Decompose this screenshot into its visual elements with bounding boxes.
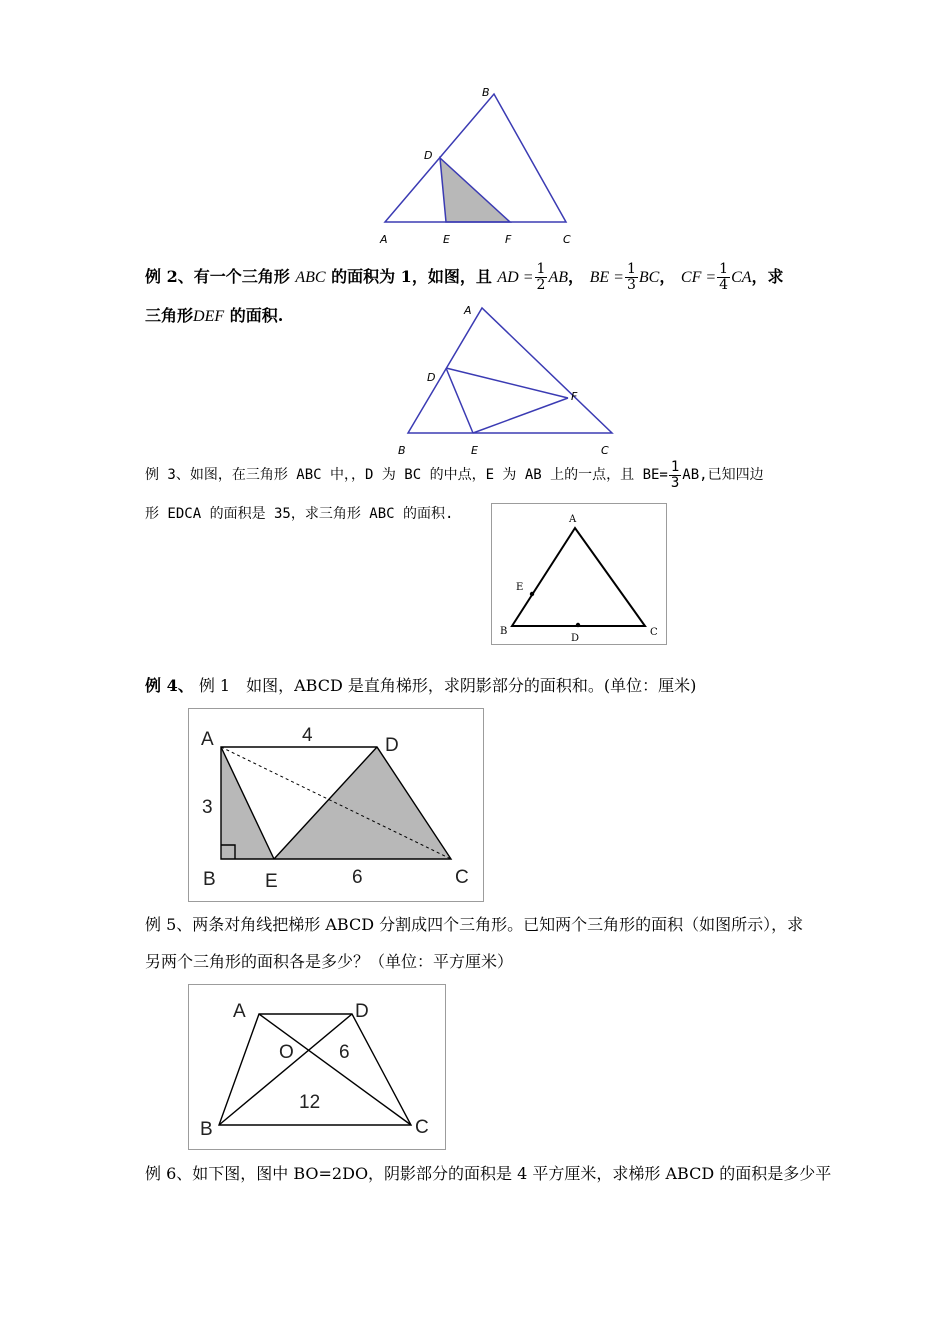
example-6-line-1: 例 6、如下图，图中 BO=2DO，阴影部分的面积是 4 平方厘米，求梯形 ABCD 的面积是多少平 <box>145 1164 832 1183</box>
fraction-1-4: $\frac{1}{4}$ <box>719 261 729 293</box>
label-e: E <box>516 582 524 593</box>
label-b: B <box>398 444 406 457</box>
label-b: B <box>500 626 508 637</box>
label-b: B <box>203 869 216 890</box>
figure-2-triangle <box>390 298 630 460</box>
example-4-line: 例 4、 例 1 如图，ABCD 是直角梯形，求阴影部分的面积和。(单位：厘米) <box>145 676 697 695</box>
example-2-line-1: 例 2、有一个三角形 ABC 的面积为 1，如图，且 AD = $\frac{1}{2}$ AB， BE = $\frac{1}{3}$ BC， CF = $\frac{1}{4}$ CA，求 <box>145 261 784 293</box>
label-e: E <box>265 871 278 892</box>
figure-4-frame <box>188 708 484 902</box>
example-3-line-2: 形 EDCA 的面积是 35，求三角形 ABC 的面积. <box>145 506 454 522</box>
label-d: D <box>355 1001 369 1022</box>
label-a: A <box>233 1001 246 1022</box>
point-d <box>576 623 580 627</box>
label-top-length: 4 <box>302 725 313 746</box>
area-label-6: 6 <box>339 1042 350 1063</box>
label-c: C <box>650 627 658 638</box>
triangle-abc-3 <box>512 528 645 626</box>
fraction-1-3: $\frac{1}{3}$ <box>626 261 636 293</box>
label-c: C <box>563 233 571 246</box>
triangle-abc-2 <box>408 308 612 433</box>
fraction-1-2: $\frac{1}{2}$ <box>536 261 546 293</box>
label-d: D <box>385 735 399 756</box>
point-e <box>530 592 534 596</box>
figure-5-frame <box>188 984 446 1150</box>
label-b: B <box>200 1119 213 1140</box>
figure-3-triangle <box>492 504 666 644</box>
figure-1-triangle <box>370 80 590 255</box>
label-d: D <box>571 633 580 644</box>
fraction-1-3: $\frac{1}{3}$ <box>670 458 680 491</box>
label-b: B <box>482 86 490 99</box>
label-f: F <box>571 390 578 403</box>
label-e: E <box>471 444 478 457</box>
label-a: A <box>201 729 214 750</box>
shaded-triangle-def <box>440 158 510 222</box>
label-a: A <box>380 233 388 246</box>
label-c: C <box>415 1117 429 1138</box>
label-f: F <box>505 233 512 246</box>
label-e: E <box>443 233 450 246</box>
label-c: C <box>601 444 609 457</box>
label-d: D <box>427 371 436 384</box>
diagonal-ac <box>259 1014 411 1125</box>
example-5-line-2: 另两个三角形的面积各是多少？（单位：平方厘米） <box>145 952 514 971</box>
figure-4-trapezoid <box>189 709 483 901</box>
area-label-12: 12 <box>299 1092 321 1113</box>
example-2-line-2: 三角形DEF 的面积. <box>145 306 284 325</box>
segment-ef <box>473 398 568 433</box>
label-a: A <box>569 514 577 525</box>
example-5-line-1: 例 5、两条对角线把梯形 ABCD 分割成四个三角形。已知两个三角形的面积（如图所示），求 <box>145 915 804 934</box>
figure-3-frame <box>491 503 667 645</box>
label-d: D <box>424 149 433 162</box>
example-3-line-1: 例 3、如图，在三角形 ABC 中，，D 为 BC 的中点，E 为 AB 上的一点，且 BE= $\frac{1}{3}$ AB,已知四边 <box>145 458 764 491</box>
label-bottom-length: 6 <box>352 867 363 888</box>
label-c: C <box>455 867 469 888</box>
label-height: 3 <box>202 797 213 818</box>
label-a: A <box>464 304 472 317</box>
figure-5-trapezoid <box>189 985 445 1149</box>
segment-de <box>446 368 473 433</box>
label-o: O <box>279 1042 294 1063</box>
